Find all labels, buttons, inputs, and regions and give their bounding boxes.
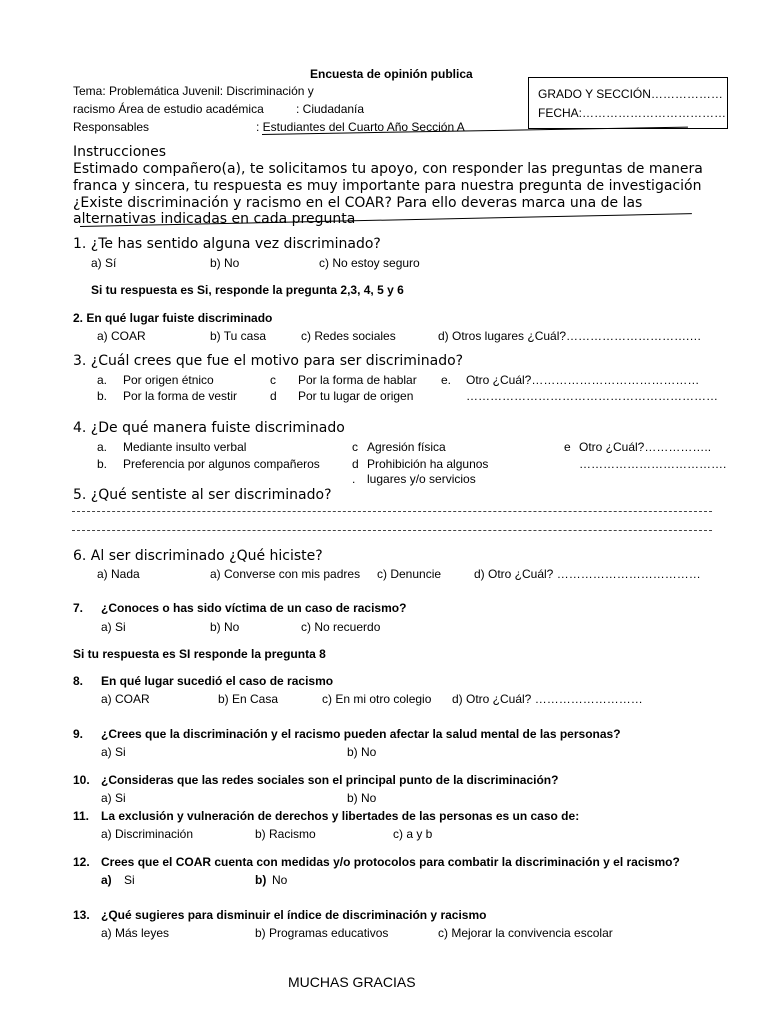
q3-letter-a: a.: [97, 373, 108, 387]
q10-number: 10.: [73, 773, 90, 787]
q12-letter-b: b): [255, 873, 267, 887]
grade-date-box: [528, 77, 728, 129]
q6-option-d[interactable]: d) Otro ¿Cuál? ………………………………: [474, 567, 701, 581]
q3-option-a[interactable]: Por origen étnico: [123, 373, 214, 387]
instructions-line1: Estimado compañero(a), te solicitamos tu apoyo, con responder las preguntas de manera: [73, 161, 703, 177]
question-5: 5. ¿Qué sentiste al ser discriminado?: [73, 487, 332, 503]
q9-option-a[interactable]: a) Si: [101, 745, 126, 759]
q12-option-a[interactable]: Si: [124, 873, 135, 887]
q11-option-c[interactable]: c) a y b: [393, 827, 433, 841]
q4-letter-c: c: [352, 440, 358, 454]
question-3: 3. ¿Cuál crees que fue el motivo para ser discriminado?: [73, 353, 464, 369]
q13-option-a[interactable]: a) Más leyes: [101, 926, 170, 940]
q13-number: 13.: [73, 908, 90, 922]
q3-option-d[interactable]: Por tu lugar de origen: [298, 389, 414, 403]
q4-letter-e: e: [564, 440, 571, 454]
fecha-field[interactable]: FECHA:………………………………: [538, 106, 727, 120]
q7-option-a[interactable]: a) Si: [101, 620, 126, 634]
q11-option-a[interactable]: a) Discriminación: [101, 827, 194, 841]
q11-number: 11.: [73, 809, 90, 823]
instructions-line2: franca y sincera, tu respuesta es muy importante para nuestra pregunta de investigación: [73, 178, 702, 194]
q1-option-c[interactable]: c) No estoy seguro: [319, 256, 420, 270]
q8-option-d[interactable]: d) Otro ¿Cuál? ………………………: [452, 692, 643, 706]
q12-letter-a: a): [101, 873, 112, 887]
closing-thanks: MUCHAS GRACIAS: [288, 974, 416, 990]
q4-letter-a: a.: [97, 440, 108, 454]
q3-letter-e: e.: [441, 373, 452, 387]
q9-option-b[interactable]: b) No: [347, 745, 377, 759]
q10-option-b[interactable]: b) No: [347, 791, 377, 805]
question-9: ¿Crees que la discriminación y el racismo pueden afectar la salud mental de las personas?: [101, 727, 621, 741]
question-12: Crees que el COAR cuenta con medidas y/o protocolos para combatir la discriminación y el racismo?: [101, 855, 680, 869]
q4-option-e-line[interactable]: ……………………………….: [579, 457, 727, 471]
q5-answer-line-2[interactable]: [72, 530, 712, 531]
q3-option-b[interactable]: Por la forma de vestir: [123, 389, 238, 403]
q6-option-b[interactable]: a) Converse con mis padres: [210, 567, 361, 581]
note-2: Si tu respuesta es SI responde la pregunta 8: [73, 647, 326, 661]
q3-letter-c: c: [270, 373, 276, 387]
q4-option-a[interactable]: Mediante insulto verbal: [123, 440, 247, 454]
responsables-value: : Estudiantes del Cuarto Año Sección A: [256, 120, 465, 134]
q1-option-a[interactable]: a) Sí: [91, 256, 117, 270]
q7-option-c[interactable]: c) No recuerdo: [301, 620, 381, 634]
question-7: ¿Conoces o has sido víctima de un caso de racismo?: [101, 601, 407, 615]
q4-option-b[interactable]: Preferencia por algunos compañeros: [123, 457, 320, 471]
q10-option-a[interactable]: a) Si: [101, 791, 126, 805]
question-13: ¿Qué sugieres para disminuir el índice de discriminación y racismo: [101, 908, 487, 922]
q3-option-e-line[interactable]: ………………………………………………………: [466, 389, 718, 403]
q8-number: 8.: [73, 674, 84, 688]
question-10: ¿Consideras que las redes sociales son el principal punto de la discriminación?: [101, 773, 559, 787]
instructions-line4: alternativas indicadas en cada pregunta: [73, 211, 356, 227]
q3-option-e[interactable]: Otro ¿Cuál?……………………………………: [466, 373, 700, 387]
q4-option-d[interactable]: Prohibición ha algunos: [367, 457, 489, 471]
instructions-line3: ¿Existe discriminación y racismo en el COAR? Para ello deveras marca una de las: [73, 195, 643, 211]
q6-option-a[interactable]: a) Nada: [97, 567, 140, 581]
q8-option-b[interactable]: b) En Casa: [218, 692, 279, 706]
tema-line1: Tema: Problemática Juvenil: Discriminación y: [73, 84, 314, 98]
q4-option-e[interactable]: Otro ¿Cuál?……………..: [579, 440, 712, 454]
tema-line2: racismo Área de estudio académica: [73, 102, 264, 116]
q2-option-a[interactable]: a) COAR: [97, 329, 146, 343]
q4-option-d-line2[interactable]: lugares y/o servicios: [367, 472, 476, 486]
q5-answer-line-1[interactable]: [72, 511, 712, 512]
question-1: 1. ¿Te has sentido alguna vez discriminado?: [73, 236, 381, 252]
q4-letter-b: b.: [97, 457, 108, 471]
instructions-title: Instrucciones: [73, 144, 167, 160]
question-8: En qué lugar sucedió el caso de racismo: [101, 674, 334, 688]
q3-option-c[interactable]: Por la forma de hablar: [298, 373, 417, 387]
q8-option-c[interactable]: c) En mi otro colegio: [322, 692, 432, 706]
survey-title: Encuesta de opinión publica: [310, 67, 473, 81]
q4-letter-d: d: [352, 457, 359, 471]
q1-option-b[interactable]: b) No: [210, 256, 240, 270]
q9-number: 9.: [73, 727, 84, 741]
responsables-label: Responsables: [73, 120, 150, 134]
q11-option-b[interactable]: b) Racismo: [255, 827, 316, 841]
question-4: 4. ¿De qué manera fuiste discriminado: [73, 420, 345, 436]
q2-option-b[interactable]: b) Tu casa: [210, 329, 267, 343]
q6-option-c[interactable]: c) Denuncie: [377, 567, 442, 581]
question-11: La exclusión y vulneración de derechos y libertades de las personas es un caso de:: [101, 809, 580, 823]
note-1: Si tu respuesta es Si, responde la pregunta 2,3, 4, 5 y 6: [91, 283, 404, 297]
q7-number: 7.: [73, 601, 84, 615]
q2-option-d[interactable]: d) Otros lugares ¿Cuál?………………………….…: [438, 329, 702, 343]
q4-letter-d-dot: .: [352, 472, 356, 486]
q3-letter-b: b.: [97, 389, 108, 403]
grado-seccion-field[interactable]: GRADO Y SECCIÓN………………: [538, 87, 723, 101]
q12-option-b[interactable]: No: [272, 873, 288, 887]
q12-number: 12.: [73, 855, 90, 869]
question-2: 2. En qué lugar fuiste discriminado: [73, 311, 273, 325]
q13-option-c[interactable]: c) Mejorar la convivencia escolar: [438, 926, 613, 940]
q4-option-c[interactable]: Agresión física: [367, 440, 446, 454]
q8-option-a[interactable]: a) COAR: [101, 692, 150, 706]
area-value: : Ciudadanía: [296, 102, 365, 116]
q2-option-c[interactable]: c) Redes sociales: [301, 329, 396, 343]
question-6: 6. Al ser discriminado ¿Qué hiciste?: [73, 548, 323, 564]
q7-option-b[interactable]: b) No: [210, 620, 240, 634]
q3-letter-d: d: [270, 389, 277, 403]
q13-option-b[interactable]: b) Programas educativos: [255, 926, 389, 940]
